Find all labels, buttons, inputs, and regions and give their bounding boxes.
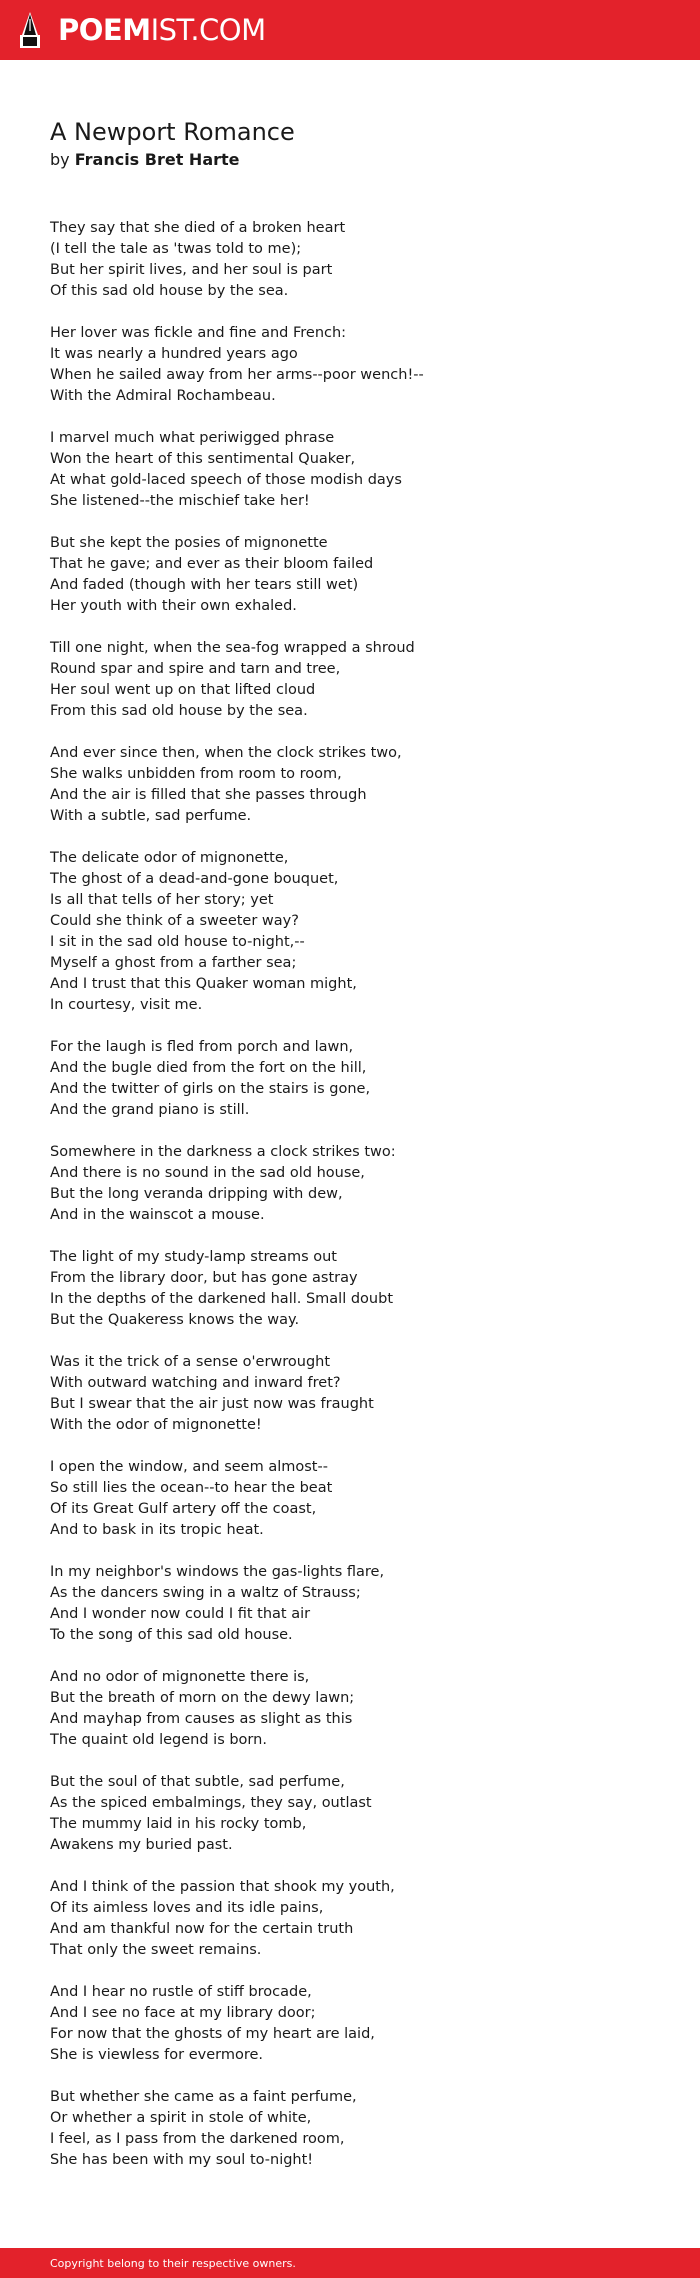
poem-line: And the grand piano is still. bbox=[50, 1102, 250, 1118]
poem-content bbox=[50, 118, 650, 2192]
poem-line: With the odor of mignonette! bbox=[50, 1417, 262, 1433]
poem-title: A Newport Romance bbox=[50, 118, 295, 146]
poem-line: But the long veranda dripping with dew, bbox=[50, 1186, 343, 1202]
poem-line: But her spirit lives, and her soul is part bbox=[50, 262, 333, 278]
poem-line: And the air is filled that she passes through bbox=[50, 787, 367, 803]
poem-line: From the library door, but has gone astray bbox=[50, 1270, 358, 1286]
poem-line: The quaint old legend is born. bbox=[50, 1732, 267, 1748]
stanza bbox=[50, 848, 650, 1016]
poem-line: The ghost of a dead-and-gone bouquet, bbox=[50, 871, 339, 887]
poem-line: When he sailed away from her arms--poor wench!-- bbox=[50, 367, 424, 383]
logo-text-light: IST.COM bbox=[150, 12, 266, 47]
poem-line: And to bask in its tropic heat. bbox=[50, 1522, 264, 1538]
stanza bbox=[50, 218, 650, 302]
author-name: Francis Bret Harte bbox=[74, 150, 240, 169]
poem-line: Till one night, when the sea-fog wrapped a shroud bbox=[50, 640, 415, 656]
poem-line: Her soul went up on that lifted cloud bbox=[50, 682, 316, 698]
poem-line: With a subtle, sad perfume. bbox=[50, 808, 252, 824]
pen-nib-icon[interactable] bbox=[18, 11, 42, 49]
poem-line: And I trust that this Quaker woman might, bbox=[50, 976, 357, 992]
poem-line: (I tell the tale as 'twas told to me); bbox=[50, 241, 302, 257]
site-footer bbox=[0, 2248, 700, 2278]
poem-line: Could she think of a sweeter way? bbox=[50, 913, 299, 929]
poem-line: Was it the trick of a sense o'erwrought bbox=[50, 1354, 331, 1370]
poem-line: In my neighbor's windows the gas-lights flare, bbox=[50, 1564, 385, 1580]
poem-line: And ever since then, when the clock strikes two, bbox=[50, 745, 402, 761]
poem-line: And in the wainscot a mouse. bbox=[50, 1207, 265, 1223]
copyright-text: Copyright belong to their respective owners. bbox=[50, 2256, 296, 2270]
poem-line: But the breath of morn on the dewy lawn; bbox=[50, 1690, 355, 1706]
poem-line: Is all that tells of her story; yet bbox=[50, 892, 274, 908]
poem-line: And no odor of mignonette there is, bbox=[50, 1669, 310, 1685]
poem-line: And I hear no rustle of stiff brocade, bbox=[50, 1984, 312, 2000]
poem-line: To the song of this sad old house. bbox=[50, 1627, 293, 1643]
poem-line: It was nearly a hundred years ago bbox=[50, 346, 298, 362]
poem-line: They say that she died of a broken heart bbox=[50, 220, 346, 236]
poem-line: For the laugh is fled from porch and lawn, bbox=[50, 1039, 354, 1055]
stanza bbox=[50, 1352, 650, 1436]
poem-line: Somewhere in the darkness a clock strikes two: bbox=[50, 1144, 396, 1160]
poem-line: Won the heart of this sentimental Quaker, bbox=[50, 451, 356, 467]
poem-line: Of its aimless loves and its idle pains, bbox=[50, 1900, 324, 1916]
poem-line: But I swear that the air just now was fraught bbox=[50, 1396, 374, 1412]
stanza bbox=[50, 1037, 650, 1121]
poem-line: She has been with my soul to-night! bbox=[50, 2152, 314, 2168]
poem-line: In the depths of the darkened hall. Small doubt bbox=[50, 1291, 394, 1307]
poem-line: As the spiced embalmings, they say, outlast bbox=[50, 1795, 372, 1811]
poem-line: But whether she came as a faint perfume, bbox=[50, 2089, 357, 2105]
stanza bbox=[50, 533, 650, 617]
stanza bbox=[50, 743, 650, 827]
poem-line: Of its Great Gulf artery off the coast, bbox=[50, 1501, 317, 1517]
poem-line: Myself a ghost from a farther sea; bbox=[50, 955, 297, 971]
stanza bbox=[50, 323, 650, 407]
poem-line: So still lies the ocean--to hear the beat bbox=[50, 1480, 333, 1496]
poem-line: For now that the ghosts of my heart are laid, bbox=[50, 2026, 375, 2042]
poem-body bbox=[50, 218, 650, 2171]
poem-line: And I think of the passion that shook my youth, bbox=[50, 1879, 395, 1895]
poem-line: As the dancers swing in a waltz of Strauss; bbox=[50, 1585, 361, 1601]
poem-line: I sit in the sad old house to-night,-- bbox=[50, 934, 305, 950]
stanza bbox=[50, 1772, 650, 1856]
poem-line: At what gold-laced speech of those modish days bbox=[50, 472, 402, 488]
stanza bbox=[50, 1562, 650, 1646]
poem-line: In courtesy, visit me. bbox=[50, 997, 203, 1013]
poem-line: Awakens my buried past. bbox=[50, 1837, 233, 1853]
poem-line: She listened--the mischief take her! bbox=[50, 493, 310, 509]
site-logo[interactable] bbox=[58, 12, 266, 47]
poem-line: But the soul of that subtle, sad perfume, bbox=[50, 1774, 345, 1790]
poem-line: And the twitter of girls on the stairs is gone, bbox=[50, 1081, 371, 1097]
poem-line: And I wonder now could I fit that air bbox=[50, 1606, 311, 1622]
poem-line: But the Quakeress knows the way. bbox=[50, 1312, 300, 1328]
poem-line: From this sad old house by the sea. bbox=[50, 703, 308, 719]
stanza bbox=[50, 428, 650, 512]
stanza bbox=[50, 1877, 650, 1961]
poem-line: I open the window, and seem almost-- bbox=[50, 1459, 328, 1475]
poem-line: And mayhap from causes as slight as this bbox=[50, 1711, 353, 1727]
poem-line: The delicate odor of mignonette, bbox=[50, 850, 289, 866]
stanza bbox=[50, 1457, 650, 1541]
poem-line: Round spar and spire and tarn and tree, bbox=[50, 661, 341, 677]
poem-line: Of this sad old house by the sea. bbox=[50, 283, 289, 299]
poem-line: With the Admiral Rochambeau. bbox=[50, 388, 276, 404]
poem-line: With outward watching and inward fret? bbox=[50, 1375, 341, 1391]
stanza bbox=[50, 1142, 650, 1226]
poem-line: And am thankful now for the certain truth bbox=[50, 1921, 354, 1937]
by-label: by bbox=[50, 150, 70, 169]
poem-line: Her youth with their own exhaled. bbox=[50, 598, 297, 614]
poem-line: That he gave; and ever as their bloom failed bbox=[50, 556, 374, 572]
poem-line: I feel, as I pass from the darkened room, bbox=[50, 2131, 345, 2147]
poem-line: She walks unbidden from room to room, bbox=[50, 766, 342, 782]
poem-line: And there is no sound in the sad old house, bbox=[50, 1165, 365, 1181]
poem-line: Or whether a spirit in stole of white, bbox=[50, 2110, 312, 2126]
poem-line: I marvel much what periwigged phrase bbox=[50, 430, 335, 446]
poem-line: The light of my study-lamp streams out bbox=[50, 1249, 337, 1265]
poem-line: That only the sweet remains. bbox=[50, 1942, 262, 1958]
stanza bbox=[50, 1982, 650, 2066]
stanza bbox=[50, 1247, 650, 1331]
poem-line: Her lover was fickle and fine and French: bbox=[50, 325, 347, 341]
logo-text-bold: POEM bbox=[58, 12, 151, 47]
byline bbox=[50, 150, 650, 170]
poem-line: And faded (though with her tears still wet) bbox=[50, 577, 359, 593]
poem-line: And the bugle died from the fort on the hill, bbox=[50, 1060, 367, 1076]
poem-line: But she kept the posies of mignonette bbox=[50, 535, 328, 551]
stanza bbox=[50, 1667, 650, 1751]
poem-line: She is viewless for evermore. bbox=[50, 2047, 264, 2063]
stanza bbox=[50, 638, 650, 722]
stanza bbox=[50, 2087, 650, 2171]
poem-line: And I see no face at my library door; bbox=[50, 2005, 316, 2021]
poem-line: The mummy laid in his rocky tomb, bbox=[50, 1816, 307, 1832]
site-header bbox=[0, 0, 700, 60]
